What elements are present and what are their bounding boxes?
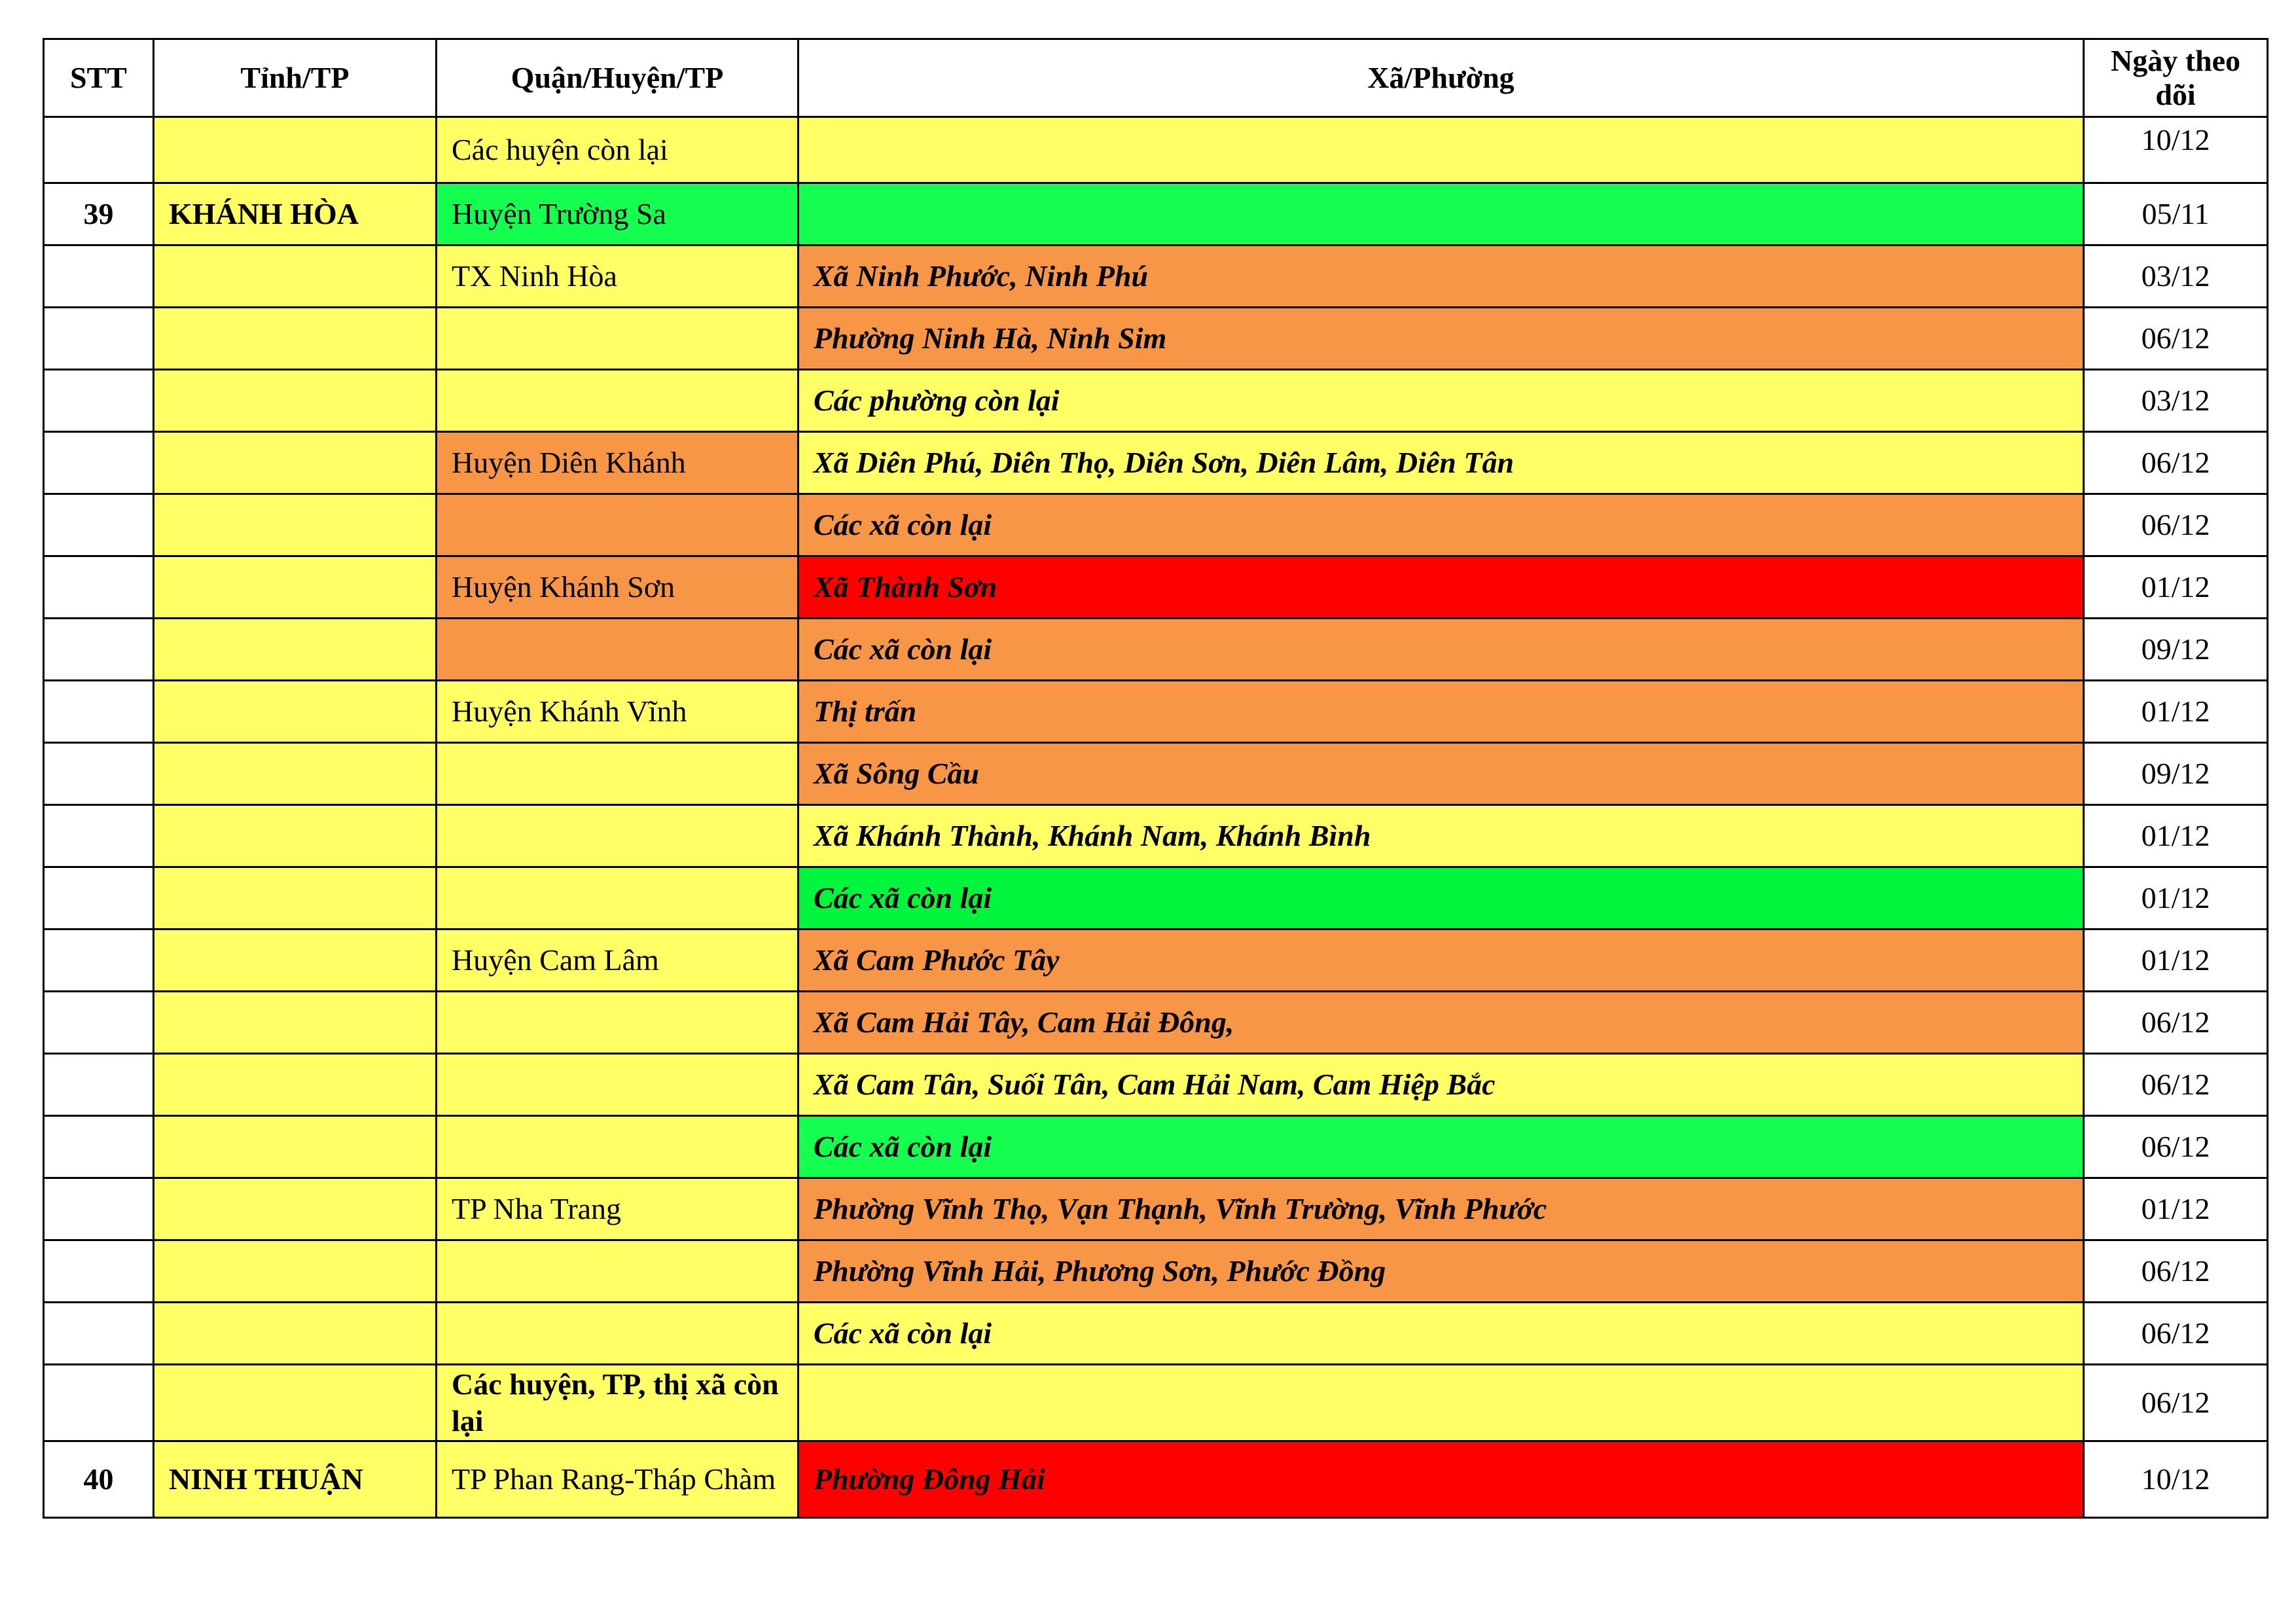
date-cell: 09/12: [2084, 743, 2268, 805]
district-cell: Huyện Cam Lâm: [437, 929, 798, 992]
district-cell: [437, 743, 798, 805]
province-cell: [154, 1116, 437, 1178]
province-cell: [154, 556, 437, 619]
stt-cell: [44, 1178, 154, 1240]
table-row: [44, 494, 2268, 556]
date-cell: 10/12: [2084, 117, 2268, 183]
district-cell: [437, 867, 798, 929]
stt-cell: [44, 681, 154, 743]
ward-cell: Các phường còn lại: [798, 370, 2084, 432]
table-row: [44, 1240, 2268, 1303]
table-row: [44, 1303, 2268, 1365]
header-date: Ngày theo dõi: [2084, 39, 2268, 117]
district-cell: TP Phan Rang-Tháp Chàm: [437, 1441, 798, 1518]
ward-cell: Xã Cam Hải Tây, Cam Hải Đông,: [798, 992, 2084, 1054]
district-cell: [437, 494, 798, 556]
province-cell: [154, 117, 437, 183]
date-cell: 01/12: [2084, 1178, 2268, 1240]
table-row: [44, 370, 2268, 432]
date-cell: 01/12: [2084, 681, 2268, 743]
ward-cell: Các xã còn lại: [798, 1116, 2084, 1178]
province-cell: [154, 1365, 437, 1441]
ward-cell: Các xã còn lại: [798, 494, 2084, 556]
ward-cell: Các xã còn lại: [798, 1303, 2084, 1365]
header-stt: STT: [44, 39, 154, 117]
date-cell: 09/12: [2084, 619, 2268, 681]
ward-cell: Phường Vĩnh Thọ, Vạn Thạnh, Vĩnh Trường, Vĩnh Phước: [798, 1178, 2084, 1240]
district-cell: Huyện Khánh Vĩnh: [437, 681, 798, 743]
province-cell: [154, 432, 437, 494]
district-cell: [437, 1054, 798, 1116]
stt-cell: [44, 929, 154, 992]
province-cell: [154, 992, 437, 1054]
date-cell: 01/12: [2084, 929, 2268, 992]
table-row: [44, 117, 2268, 183]
stt-cell: [44, 1365, 154, 1441]
district-cell: Huyện Diên Khánh: [437, 432, 798, 494]
district-cell: [437, 1240, 798, 1303]
province-cell: [154, 619, 437, 681]
province-cell: [154, 743, 437, 805]
stt-cell: [44, 805, 154, 867]
province-cell: [154, 245, 437, 308]
district-cell: [437, 619, 798, 681]
province-cell: [154, 308, 437, 370]
ward-cell: Xã Sông Cầu: [798, 743, 2084, 805]
date-cell: 06/12: [2084, 1116, 2268, 1178]
stt-cell: [44, 556, 154, 619]
table-row: [44, 681, 2268, 743]
date-cell: 06/12: [2084, 1303, 2268, 1365]
stt-cell: [44, 494, 154, 556]
date-cell: 06/12: [2084, 992, 2268, 1054]
stt-cell: [44, 1240, 154, 1303]
date-cell: 06/12: [2084, 494, 2268, 556]
table-row: [44, 1365, 2268, 1441]
stt-cell: [44, 432, 154, 494]
date-cell: 03/12: [2084, 370, 2268, 432]
zone-table: [43, 38, 2269, 1519]
table-row: [44, 743, 2268, 805]
district-cell: [437, 1116, 798, 1178]
ward-cell: Xã Ninh Phước, Ninh Phú: [798, 245, 2084, 308]
table-row: [44, 183, 2268, 245]
stt-cell: [44, 1054, 154, 1116]
stt-cell: 40: [44, 1441, 154, 1518]
province-cell: KHÁNH HÒA: [154, 183, 437, 245]
district-cell: Các huyện còn lại: [437, 117, 798, 183]
header-district: Quận/Huyện/TP: [437, 39, 798, 117]
stt-cell: [44, 1303, 154, 1365]
district-cell: TP Nha Trang: [437, 1178, 798, 1240]
ward-cell: [798, 183, 2084, 245]
date-cell: 05/11: [2084, 183, 2268, 245]
table-row: [44, 867, 2268, 929]
table-row: [44, 805, 2268, 867]
ward-cell: Xã Cam Phước Tây: [798, 929, 2084, 992]
table-row: [44, 1054, 2268, 1116]
stt-cell: [44, 619, 154, 681]
table-row: [44, 929, 2268, 992]
district-cell: TX Ninh Hòa: [437, 245, 798, 308]
district-cell: Các huyện, TP, thị xã còn lại: [437, 1365, 798, 1441]
date-cell: 10/12: [2084, 1441, 2268, 1518]
stt-cell: [44, 370, 154, 432]
ward-cell: [798, 117, 2084, 183]
ward-cell: Phường Vĩnh Hải, Phương Sơn, Phước Đồng: [798, 1240, 2084, 1303]
province-cell: [154, 1240, 437, 1303]
province-cell: [154, 1054, 437, 1116]
ward-cell: [798, 1365, 2084, 1441]
province-cell: [154, 1178, 437, 1240]
stt-cell: [44, 245, 154, 308]
province-cell: [154, 805, 437, 867]
province-cell: [154, 929, 437, 992]
table-row: [44, 245, 2268, 308]
table-row: [44, 1116, 2268, 1178]
district-cell: Huyện Khánh Sơn: [437, 556, 798, 619]
district-cell: [437, 370, 798, 432]
table-row: [44, 1441, 2268, 1518]
stt-cell: [44, 308, 154, 370]
date-cell: 06/12: [2084, 1054, 2268, 1116]
ward-cell: Xã Cam Tân, Suối Tân, Cam Hải Nam, Cam Hiệp Bắc: [798, 1054, 2084, 1116]
ward-cell: Các xã còn lại: [798, 619, 2084, 681]
stt-cell: [44, 992, 154, 1054]
date-cell: 01/12: [2084, 867, 2268, 929]
table-row: [44, 432, 2268, 494]
table-row: [44, 308, 2268, 370]
stt-cell: 39: [44, 183, 154, 245]
ward-cell: Phường Đông Hải: [798, 1441, 2084, 1518]
ward-cell: Xã Khánh Thành, Khánh Nam, Khánh Bình: [798, 805, 2084, 867]
district-cell: [437, 308, 798, 370]
table-row: [44, 556, 2268, 619]
stt-cell: [44, 867, 154, 929]
ward-cell: Xã Diên Phú, Diên Thọ, Diên Sơn, Diên Lâm, Diên Tân: [798, 432, 2084, 494]
district-cell: [437, 805, 798, 867]
district-cell: Huyện Trường Sa: [437, 183, 798, 245]
header-ward: Xã/Phường: [798, 39, 2084, 117]
header-row: [44, 39, 2268, 117]
province-cell: [154, 494, 437, 556]
province-cell: [154, 370, 437, 432]
date-cell: 03/12: [2084, 245, 2268, 308]
district-cell: [437, 992, 798, 1054]
table-row: [44, 992, 2268, 1054]
header-province: Tỉnh/TP: [154, 39, 437, 117]
date-cell: 06/12: [2084, 308, 2268, 370]
ward-cell: Phường Ninh Hà, Ninh Sim: [798, 308, 2084, 370]
table-row: [44, 619, 2268, 681]
ward-cell: Xã Thành Sơn: [798, 556, 2084, 619]
stt-cell: [44, 1116, 154, 1178]
date-cell: 06/12: [2084, 1240, 2268, 1303]
province-cell: [154, 1303, 437, 1365]
date-cell: 01/12: [2084, 805, 2268, 867]
stt-cell: [44, 743, 154, 805]
date-cell: 06/12: [2084, 432, 2268, 494]
table-row: [44, 1178, 2268, 1240]
district-cell: [437, 1303, 798, 1365]
date-cell: 01/12: [2084, 556, 2268, 619]
stt-cell: [44, 117, 154, 183]
ward-cell: Thị trấn: [798, 681, 2084, 743]
date-cell: 06/12: [2084, 1365, 2268, 1441]
province-cell: NINH THUẬN: [154, 1441, 437, 1518]
province-cell: [154, 867, 437, 929]
ward-cell: Các xã còn lại: [798, 867, 2084, 929]
province-cell: [154, 681, 437, 743]
